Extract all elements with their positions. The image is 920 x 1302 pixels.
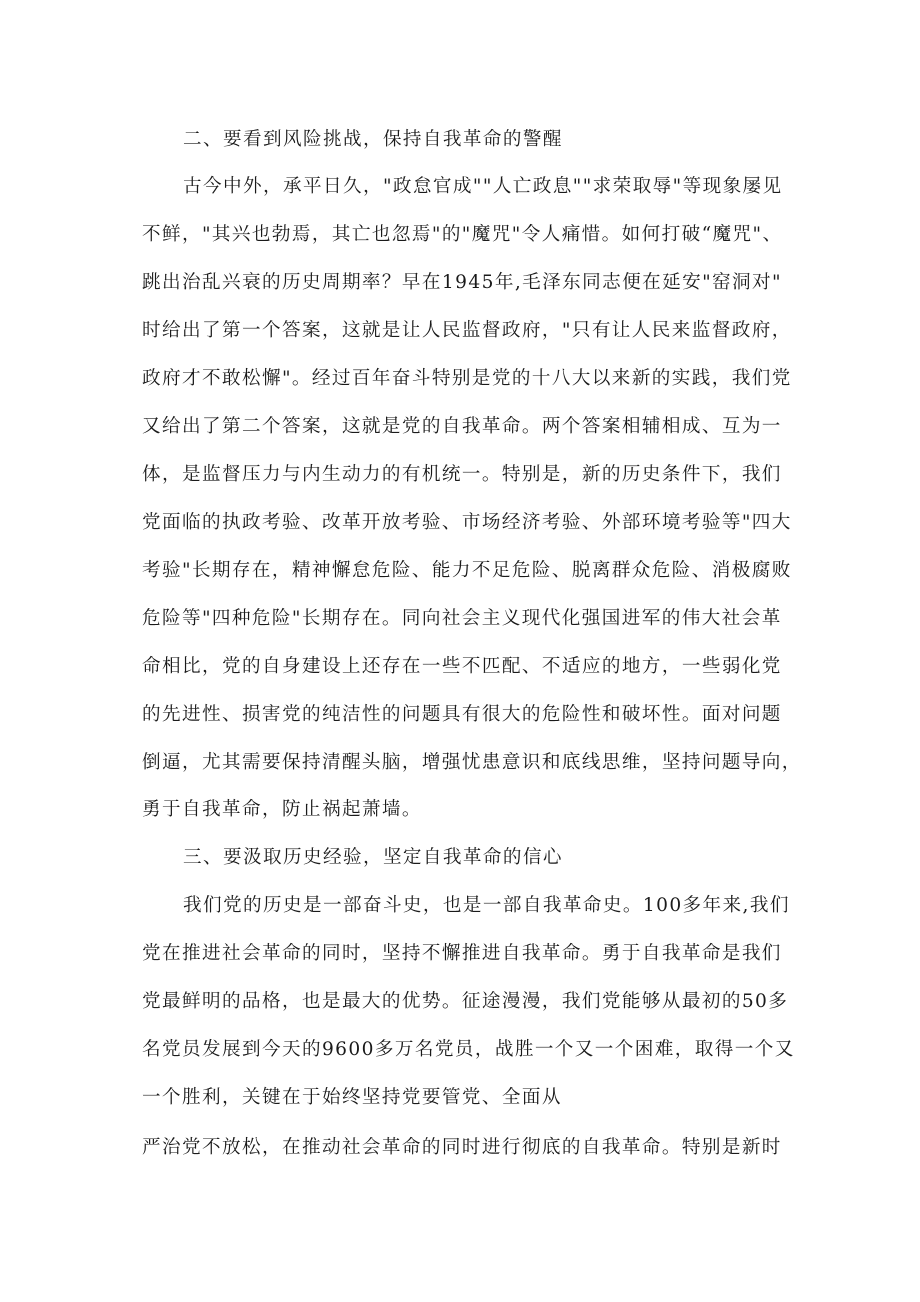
paragraph-line: 党最鲜明的品格，也是最大的优势。征途漫漫，我们党能够从最初的50多 bbox=[142, 991, 789, 1012]
paragraph-line: 党面临的执政考验、改革开放考验、市场经济考验、外部环境考验等"四大 bbox=[142, 512, 792, 533]
paragraph-line: 又给出了第二个答案，这就是党的自我革命。两个答案相辅相成、互为一 bbox=[142, 416, 782, 437]
paragraph-line: 考验"长期存在，精神懈怠危险、能力不足危险、脱离群众危险、消极腐败 bbox=[142, 560, 792, 581]
paragraph-line: 体，是监督压力与内生动力的有机统一。特别是，新的历史条件下，我们 bbox=[142, 464, 782, 485]
paragraph-line: 政府才不敢松懈"。经过百年奋斗特别是党的十八大以来新的实践，我们党 bbox=[142, 368, 792, 389]
paragraph-line: 勇于自我革命，防止祸起萧墙。 bbox=[142, 799, 422, 820]
paragraph-line: 不鲜，"其兴也勃焉，其亡也忽焉"的"魔咒"令人痛惜。如何打破“魔咒"、 bbox=[142, 224, 783, 245]
paragraph-line: 跳出治乱兴衰的历史周期率？早在1945年,毛泽东同志便在延安"窑洞对" bbox=[142, 272, 782, 293]
paragraph-line: 严治党不放松，在推动社会革命的同时进行彻底的自我革命。特别是新时 bbox=[142, 1137, 782, 1158]
section-heading-2: 二、要看到风险挑战，保持自我革命的警醒 bbox=[183, 129, 563, 150]
paragraph-line: 时给出了第一个答案，这就是让人民监督政府，"只有让人民来监督政府， bbox=[142, 320, 792, 341]
paragraph-line: 古今中外，承平日久，"政怠官成""人亡政息""求荣取辱"等现象屡见 bbox=[183, 176, 783, 197]
paragraph-line: 党在推进社会革命的同时，坚持不懈推进自我革命。勇于自我革命是我们 bbox=[142, 943, 782, 964]
paragraph-line: 一个胜利，关键在于始终坚持党要管党、全面从 bbox=[142, 1087, 562, 1108]
paragraph-line: 倒逼，尤其需要保持清醒头脑，增强忧患意识和底线思维，坚持问题导向， bbox=[142, 752, 802, 773]
paragraph-line: 的先进性、损害党的纯洁性的问题具有很大的危险性和破坏性。面对问题 bbox=[142, 704, 782, 725]
paragraph-line: 我们党的历史是一部奋斗史，也是一部自我革命史。100多年来,我们 bbox=[183, 895, 790, 916]
section-heading-3: 三、要汲取历史经验，坚定自我革命的信心 bbox=[183, 847, 563, 868]
paragraph-line: 命相比，党的自身建设上还存在一些不匹配、不适应的地方，一些弱化党 bbox=[142, 656, 782, 677]
paragraph-line: 危险等"四种危险"长期存在。同向社会主义现代化强国进军的伟大社会革 bbox=[142, 608, 782, 629]
paragraph-line: 名党员发展到今天的9600多万名党员，战胜一个又一个困难，取得一个又 bbox=[142, 1039, 795, 1060]
